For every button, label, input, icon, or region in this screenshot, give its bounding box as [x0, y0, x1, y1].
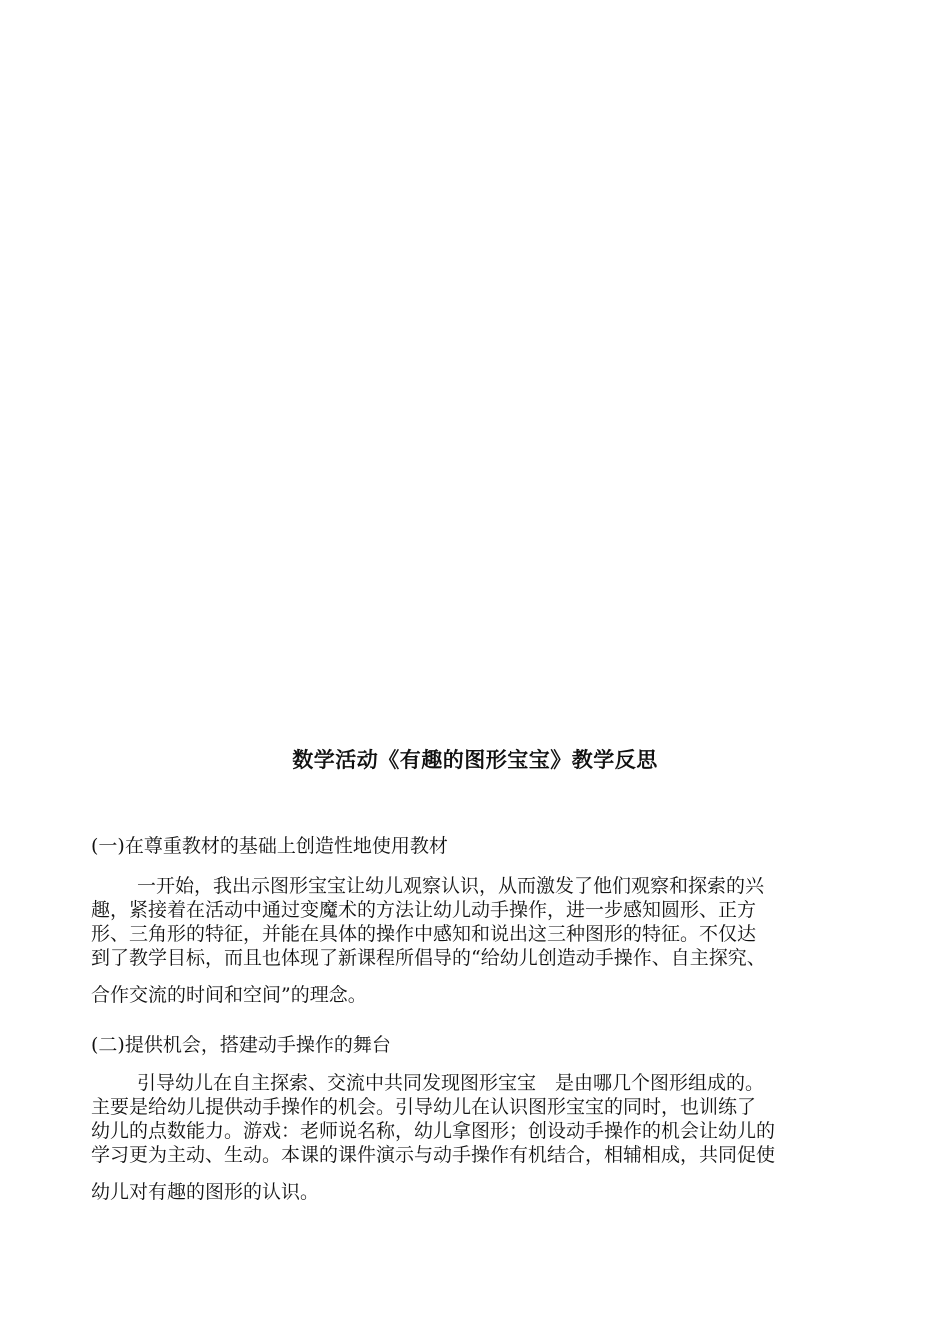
document-title: 数学活动《有趣的图形宝宝》教学反思 — [292, 748, 658, 772]
paragraph-line: 一开始，我出示图形宝宝让幼儿观察认识，从而激发了他们观察和探索的兴 — [137, 875, 765, 897]
paragraph-line: 幼儿的点数能力。游戏：老师说名称，幼儿拿图形；创设动手操作的机会让幼儿的 — [91, 1120, 776, 1142]
paragraph-line: 主要是给幼儿提供动手操作的机会。引导幼儿在认识图形宝宝的同时，也训练了 — [91, 1096, 757, 1118]
section-paragraph-1 — [91, 874, 871, 1007]
section-heading-2: (二)提供机会，搭建动手操作的舞台 — [91, 1034, 391, 1056]
paragraph-line: 学习更为主动、生动。本课的课件演示与动手操作有机结合，相辅相成，共同促使 — [91, 1144, 776, 1166]
paragraph-line: 趣，紧接着在活动中通过变魔术的方法让幼儿动手操作，进一步感知圆形、正方 — [91, 899, 757, 921]
paragraph-line: 引导幼儿在自主探索、交流中共同发现图形宝宝 是由哪几个图形组成的。 — [137, 1072, 765, 1094]
paragraph-line: 幼儿对有趣的图形的认识。 — [91, 1181, 320, 1203]
paragraph-line: 形、三角形的特征，并能在具体的操作中感知和说出这三种图形的特征。不仅达 — [91, 923, 757, 945]
section-paragraph-2 — [91, 1071, 871, 1204]
paragraph-line: 到了教学目标，而且也体现了新课程所倡导的“给幼儿创造动手操作、自主探究、 — [91, 947, 766, 969]
section-heading-1: (一)在尊重教材的基础上创造性地使用教材 — [91, 835, 448, 857]
paragraph-line: 合作交流的时间和空间”的理念。 — [91, 984, 367, 1006]
